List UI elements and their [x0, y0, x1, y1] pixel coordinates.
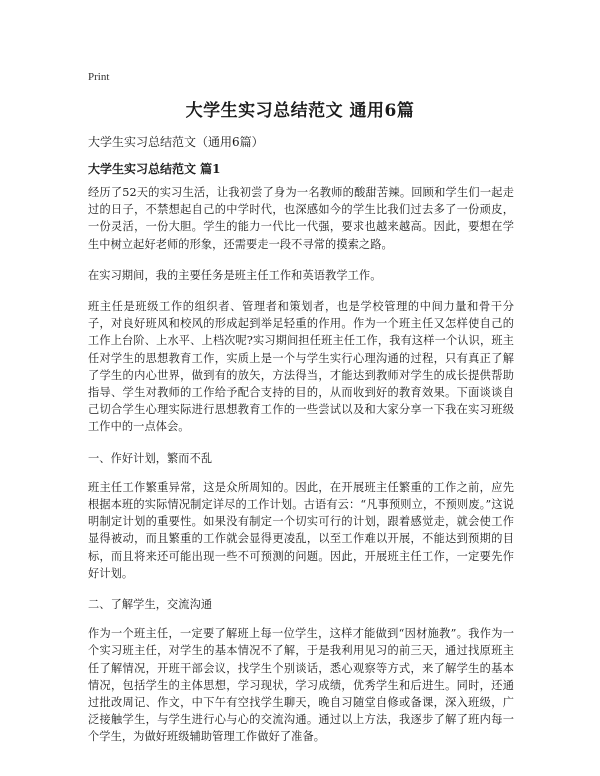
paragraph: 班主任是班级工作的组织者、管理者和策划者，也是学校管理的中间力量和骨干分子，对良好班风和校风的形成起到举足轻重的作用。作为一个班主任又怎样使自己的工作上台阶、上水平、上档次呢?实习期间担任班主任工作，我有这样一个认识，班主任对学生的思想教育工作，实质上是一个与学生实行心理沟通的过程，只有真正了解了学生的内心世界，做到有的放矢，方法得当，才能达到教师对学生的成长提供帮助指导、学生对教师的工作给予配合支持的目的，从而收到好的教育效果。下面谈谈自己切合学生心理实际进行思想教育工作的一些尝试以及和大家分享一下我在实习班级工作中的一点体会。 — [88, 300, 514, 434]
print-link[interactable]: Print — [88, 71, 110, 83]
paragraph: 经历了52天的实习生活，让我初尝了身为一名教师的酸甜苦辣。回顾和学生们一起走过的日子，不禁想起自己的中学时代，也深感如今的学生比我们过去多了一份顽皮，一份灵活，一份大胆。学生的能力一代比一代强，要求也越来越高。因此，要想在学生中树立起好老师的形象，还需要走一段不寻常的摸索之路。 — [88, 186, 514, 251]
paragraph: 班主任工作繁重异常，这是众所周知的。因此，在开展班主任繁重的工作之前，应先根据本班的实际情况制定详尽的工作计划。古语有云：“凡事预则立，不预则废。”这说明制定计划的重要性。如果没有制定一个切实可行的计划，跟着感觉走，就会使工作显得被动，而且繁重的工作就会显得更凌乱，以至工作难以开展，不能达到预期的目标，而且将来还可能出现一些不可预测的问题。因此，开展班主任工作，一定要先作好计划。 — [88, 480, 514, 580]
document-body — [88, 184, 514, 760]
subsection-heading: 一、作好计划，繁而不乱 — [88, 451, 213, 465]
document-subtitle: 大学生实习总结范文（通用6篇） — [88, 135, 264, 149]
subsection-heading: 二、了解学生，交流沟通 — [88, 598, 213, 612]
document-title: 大学生实习总结范文 通用6篇 — [185, 101, 415, 121]
paragraph: 在实习期间，我的主要任务是班主任工作和英语教学工作。 — [88, 268, 382, 282]
section-heading: 大学生实习总结范文 篇1 — [88, 162, 221, 176]
paragraph: 作为一个班主任，一定要了解班上每一位学生，这样才能做到“因材施教”。我作为一个实习班主任，对学生的基本情况不了解，于是我利用见习的前三天，通过找原班主任了解情况，开班干部会议，找学生个别谈话，悉心观察等方式，来了解学生的基本情况，包括学生的主体思想，学习现状，学习成绩，优秀学生和后进生。同时，还通过批改周记、作文，中下午有空找学生聊天，晚自习随堂自修或备课，深入班级，广泛接触学生，与学生进行心与心的交流沟通。通过以上方法，我逐步了解了班内每一个学生，为做好班级辅助管理工作做好了准备。 — [88, 627, 514, 744]
